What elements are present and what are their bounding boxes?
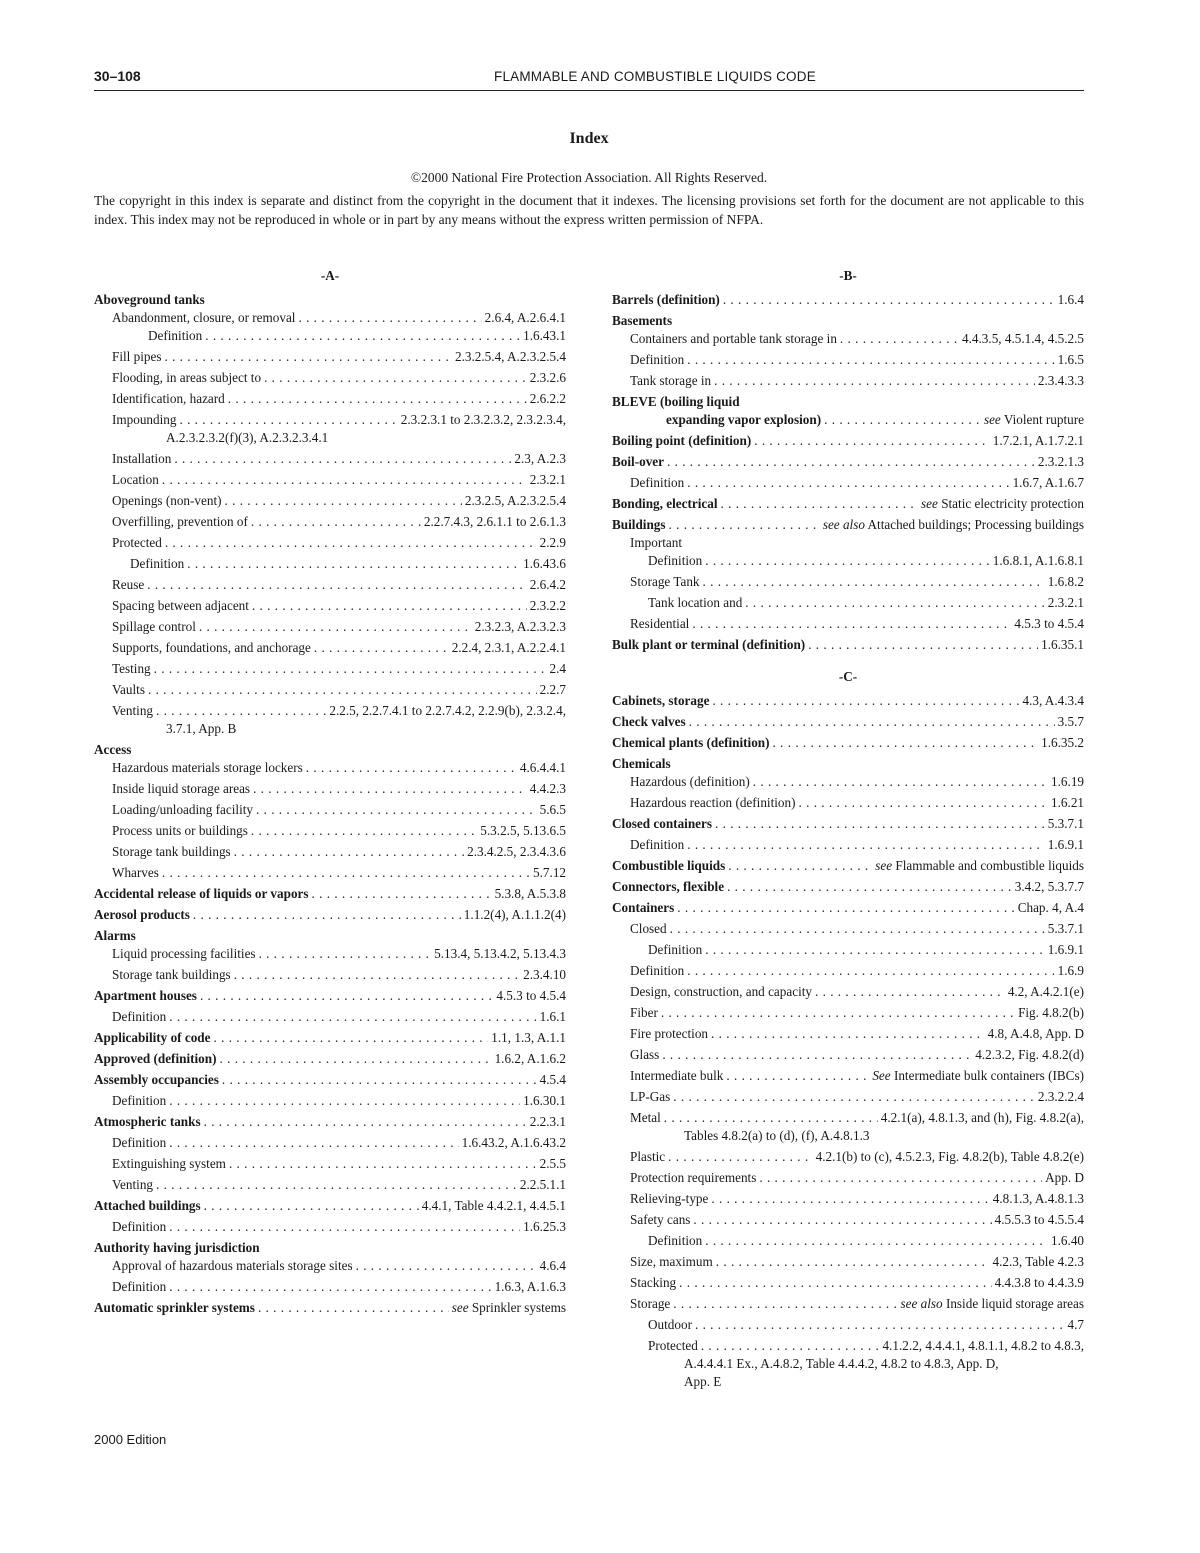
index-entry: Hazardous (definition) . . . 1.6.19 — [612, 773, 1084, 790]
index-entry: Plastic . . . 4.2.1(b) to (c), 4.5.2.3, Fig. 4.8.2(b), Table 4.8.2(e) — [612, 1148, 1084, 1165]
index-entry: Metal . . . 4.2.1(a), 4.8.1.3, and (h), Fig. 4.8.2(a), — [612, 1109, 1084, 1126]
index-entry: Impounding . . . 2.3.2.3.1 to 2.3.2.3.2, 2.3.2.3.4, — [94, 411, 566, 428]
index-entry-continuation: 3.7.1, App. B — [166, 721, 237, 736]
index-entry: Storage Tank . . . 1.6.8.2 — [612, 573, 1084, 590]
index-entry: expanding vapor explosion) . . . see Violent rupture — [612, 411, 1084, 428]
section-heading-a: -A- — [320, 268, 340, 283]
index-entry: Outdoor . . . 4.7 — [612, 1316, 1084, 1333]
index-entry: Atmospheric tanks . . . 2.2.3.1 — [94, 1113, 566, 1130]
index-entry: Authority having jurisdiction — [94, 1240, 260, 1255]
copyright-notice: The copyright in this index is separate and distinct from the copyright in the document that it indexes. The licensing provisions set forth for the document are not applicable to this index. This index may not be reproduced in whole or in part by any means without the express written permission of NFPA. — [94, 193, 1084, 227]
index-entry: LP-Gas . . . 2.3.2.2.4 — [612, 1088, 1084, 1105]
index-entry: Overfilling, prevention of . . . 2.2.7.4.3, 2.6.1.1 to 2.6.1.3 — [94, 513, 566, 530]
index-entry: Storage tank buildings . . . 2.3.4.10 — [94, 966, 566, 983]
index-entry: Spacing between adjacent . . . 2.3.2.2 — [94, 597, 566, 614]
index-entry: Apartment houses . . . 4.5.3 to 4.5.4 — [94, 987, 566, 1004]
index-entry: Inside liquid storage areas . . . 4.4.2.3 — [94, 780, 566, 797]
index-entry: Location . . . 2.3.2.1 — [94, 471, 566, 488]
index-entry-continuation: Tables 4.8.2(a) to (d), (f), A.4.8.1.3 — [684, 1128, 870, 1143]
index-entry: Protection requirements . . . App. D — [612, 1169, 1084, 1186]
index-entry: Closed containers . . . 5.3.7.1 — [612, 815, 1084, 832]
index-entry: Liquid processing facilities . . . 5.13.4, 5.13.4.2, 5.13.4.3 — [94, 945, 566, 962]
index-entry: Flooding, in areas subject to . . . 2.3.2.6 — [94, 369, 566, 386]
index-entry: Storage tank buildings . . . 2.3.4.2.5, 2.3.4.3.6 — [94, 843, 566, 860]
index-entry: Definition . . . 1.6.9.1 — [612, 836, 1084, 853]
index-entry: Fire protection . . . 4.8, A.4.8, App. D — [612, 1025, 1084, 1042]
index-entry: Reuse . . . 2.6.4.2 — [94, 576, 566, 593]
index-entry: Definition . . . 1.6.3, A.1.6.3 — [94, 1278, 566, 1295]
index-entry: Installation . . . 2.3, A.2.3 — [94, 450, 566, 467]
index-entry: Chemicals — [612, 756, 671, 771]
index-entry: Applicability of code . . . 1.1, 1.3, A.1.1 — [94, 1029, 566, 1046]
index-entry: Closed . . . 5.3.7.1 — [612, 920, 1084, 937]
index-entry: Identification, hazard . . . 2.6.2.2 — [94, 390, 566, 407]
index-entry: Venting . . . 2.2.5.1.1 — [94, 1176, 566, 1193]
index-entry: Design, construction, and capacity . . . 4.2, A.4.2.1(e) — [612, 983, 1084, 1000]
index-entry: Definition . . . 1.6.5 — [612, 351, 1084, 368]
index-entry: Tank storage in . . . 2.3.4.3.3 — [612, 372, 1084, 389]
index-entry: Definition . . . 1.6.9.1 — [612, 941, 1084, 958]
index-entry: Assembly occupancies . . . 4.5.4 — [94, 1071, 566, 1088]
page-number: 30–108 — [94, 68, 141, 84]
index-entry: Safety cans . . . 4.5.5.3 to 4.5.5.4 — [612, 1211, 1084, 1228]
index-entry: Supports, foundations, and anchorage . . . 2.2.4, 2.3.1, A.2.2.4.1 — [94, 639, 566, 656]
running-title: FLAMMABLE AND COMBUSTIBLE LIQUIDS CODE — [494, 69, 816, 84]
running-header — [94, 66, 1084, 91]
index-entry: Definition . . . 1.6.40 — [612, 1232, 1084, 1249]
index-entry: Definition . . . 1.6.43.2, A.1.6.43.2 — [94, 1134, 566, 1151]
index-entry: Chemical plants (definition) . . . 1.6.35.2 — [612, 734, 1084, 751]
index-entry: Fiber . . . Fig. 4.8.2(b) — [612, 1004, 1084, 1021]
index-entry: Accidental release of liquids or vapors . . . 5.3.8, A.5.3.8 — [94, 885, 566, 902]
index-column-right — [612, 266, 1084, 1394]
index-entry: Relieving-type . . . 4.8.1.3, A.4.8.1.3 — [612, 1190, 1084, 1207]
index-entry: Intermediate bulk . . . See Intermediate bulk containers (IBCs) — [612, 1067, 1084, 1084]
index-entry: Bulk plant or terminal (definition) . . . 1.6.35.1 — [612, 636, 1084, 653]
index-entry: Protected . . . 4.1.2.2, 4.4.4.1, 4.8.1.1, 4.8.2 to 4.8.3, — [612, 1337, 1084, 1354]
section-heading-b: -B- — [839, 268, 857, 283]
index-entry: Size, maximum . . . 4.2.3, Table 4.2.3 — [612, 1253, 1084, 1270]
index-entry: BLEVE (boiling liquid — [612, 394, 740, 409]
index-entry: Approval of hazardous materials storage sites . . . 4.6.4 — [94, 1257, 566, 1274]
index-entry: Definition . . . 1.6.7, A.1.6.7 — [612, 474, 1084, 491]
index-entry: Definition . . . 1.6.1 — [94, 1008, 566, 1025]
copyright-line: ©2000 National Fire Protection Association. All Rights Reserved. — [410, 170, 768, 185]
index-entry: Access — [94, 742, 132, 757]
index-entry: Basements — [612, 313, 673, 328]
index-entry: Containers . . . Chap. 4, A.4 — [612, 899, 1084, 916]
index-entry-continuation: App. E — [684, 1374, 722, 1389]
index-entry: Containers and portable tank storage in . . . 4.4.3.5, 4.5.1.4, 4.5.2.5 — [612, 330, 1084, 347]
index-entry: Fill pipes . . . 2.3.2.5.4, A.2.3.2.5.4 — [94, 348, 566, 365]
index-entry: Storage . . . see also Inside liquid storage areas — [612, 1295, 1084, 1312]
section-heading-c: -C- — [838, 669, 858, 684]
index-entry: Glass . . . 4.2.3.2, Fig. 4.8.2(d) — [612, 1046, 1084, 1063]
index-entry: Testing . . . 2.4 — [94, 660, 566, 677]
index-entry: Protected . . . 2.2.9 — [94, 534, 566, 551]
index-entry: Hazardous reaction (definition) . . . 1.6.21 — [612, 794, 1084, 811]
index-entry: Definition . . . 1.6.43.6 — [94, 555, 566, 572]
index-entry: Abandonment, closure, or removal . . . 2.6.4, A.2.6.4.1 — [94, 309, 566, 326]
index-entry: Connectors, flexible . . . 3.4.2, 5.3.7.7 — [612, 878, 1084, 895]
index-entry: Aerosol products . . . 1.1.2(4), A.1.1.2(4) — [94, 906, 566, 923]
index-entry: Important — [630, 535, 683, 550]
index-entry: Definition . . . 1.6.8.1, A.1.6.8.1 — [612, 552, 1084, 569]
index-entry: Venting . . . 2.2.5, 2.2.7.4.1 to 2.2.7.4.2, 2.2.9(b), 2.3.2.4, — [94, 702, 566, 719]
index-entry: Hazardous materials storage lockers . . . 4.6.4.4.1 — [94, 759, 566, 776]
index-entry: Loading/unloading facility . . . 5.6.5 — [94, 801, 566, 818]
index-entry: Extinguishing system . . . 2.5.5 — [94, 1155, 566, 1172]
index-entry: Alarms — [94, 928, 136, 943]
index-column-left — [94, 266, 566, 1320]
index-entry: Residential . . . 4.5.3 to 4.5.4 — [612, 615, 1084, 632]
index-entry-continuation: A.4.4.4.1 Ex., A.4.8.2, Table 4.4.4.2, 4.8.2 to 4.8.3, App. D, — [684, 1356, 999, 1371]
index-entry: Automatic sprinkler systems . . . see Sprinkler systems — [94, 1299, 566, 1316]
index-entry: Buildings . . . see also Attached buildings; Processing buildings — [612, 516, 1084, 533]
index-entry: Vaults . . . 2.2.7 — [94, 681, 566, 698]
index-entry: Approved (definition) . . . 1.6.2, A.1.6.2 — [94, 1050, 566, 1067]
index-entry: Stacking . . . 4.4.3.8 to 4.4.3.9 — [612, 1274, 1084, 1291]
page-title: Index — [569, 130, 609, 147]
index-entry: Bonding, electrical . . . see Static electricity protection — [612, 495, 1084, 512]
index-entry-continuation: A.2.3.2.3.2(f)(3), A.2.3.2.3.4.1 — [166, 430, 329, 445]
index-entry: Process units or buildings . . . 5.3.2.5, 5.13.6.5 — [94, 822, 566, 839]
index-entry: Definition . . . 1.6.25.3 — [94, 1218, 566, 1235]
edition-footer: 2000 Edition — [94, 1432, 167, 1447]
index-entry: Cabinets, storage . . . 4.3, A.4.3.4 — [612, 692, 1084, 709]
index-entry: Definition . . . 1.6.43.1 — [94, 327, 566, 344]
index-entry: Definition . . . 1.6.30.1 — [94, 1092, 566, 1109]
index-entry: Wharves . . . 5.7.12 — [94, 864, 566, 881]
index-entry: Tank location and . . . 2.3.2.1 — [612, 594, 1084, 611]
index-entry: Attached buildings . . . 4.4.1, Table 4.4.2.1, 4.4.5.1 — [94, 1197, 566, 1214]
index-entry: Check valves . . . 3.5.7 — [612, 713, 1084, 730]
index-entry: Combustible liquids . . . see Flammable and combustible liquids — [612, 857, 1084, 874]
index-entry: Boil-over . . . 2.3.2.1.3 — [612, 453, 1084, 470]
index-entry: Barrels (definition) . . . 1.6.4 — [612, 291, 1084, 308]
index-entry: Aboveground tanks — [94, 292, 205, 307]
index-entry: Spillage control . . . 2.3.2.3, A.2.3.2.3 — [94, 618, 566, 635]
index-entry: Definition . . . 1.6.9 — [612, 962, 1084, 979]
index-entry: Openings (non-vent) . . . 2.3.2.5, A.2.3.2.5.4 — [94, 492, 566, 509]
index-entry: Boiling point (definition) . . . 1.7.2.1, A.1.7.2.1 — [612, 432, 1084, 449]
